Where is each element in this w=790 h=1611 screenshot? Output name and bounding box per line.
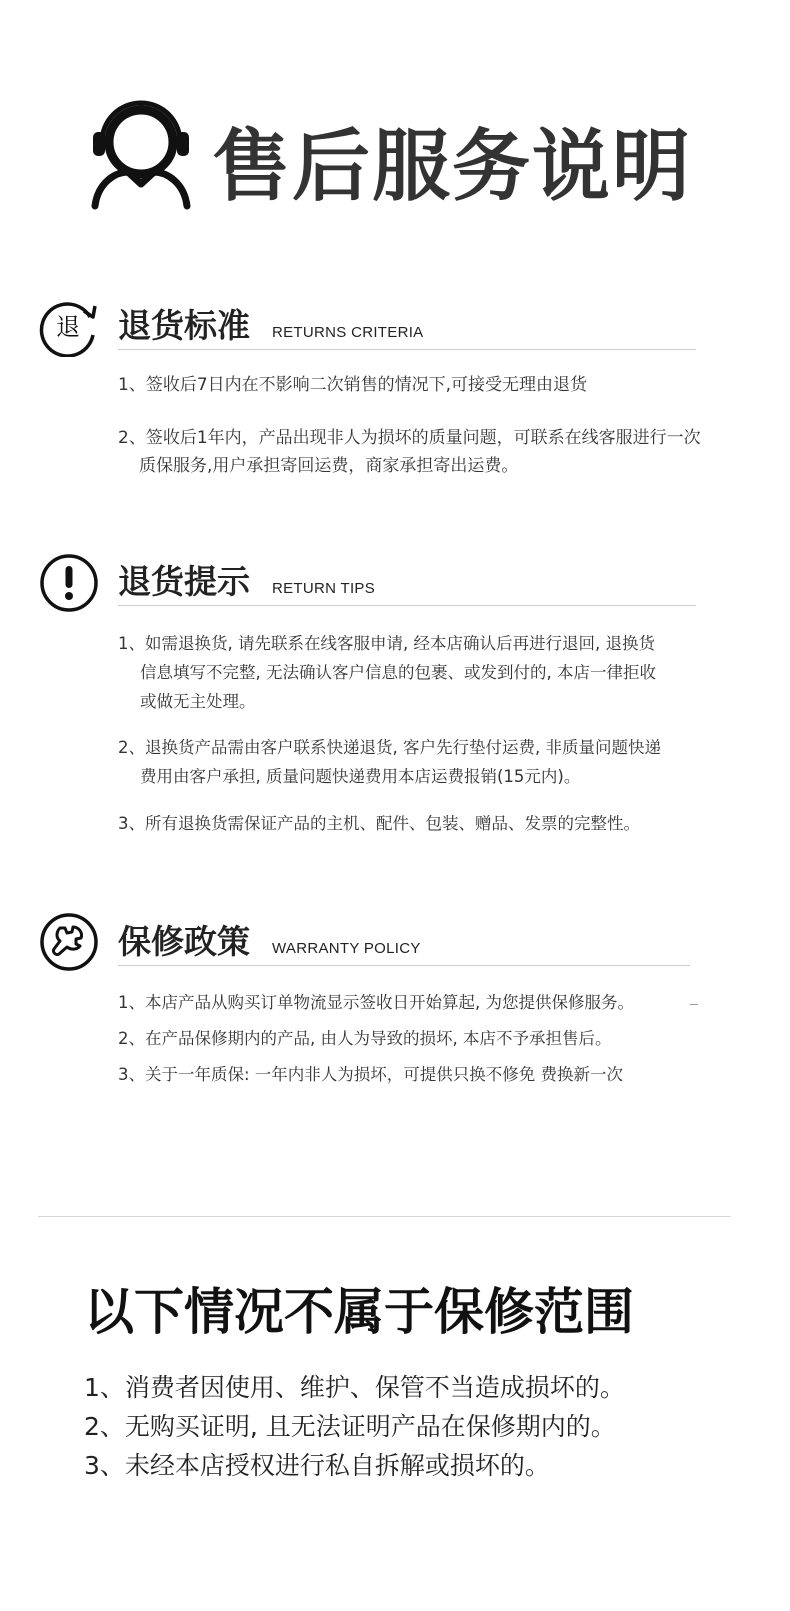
section-rule bbox=[118, 349, 696, 350]
section-divider bbox=[38, 1216, 731, 1217]
section-subtitle-return-tips: RETURN TIPS bbox=[272, 580, 376, 597]
return-tips-item-1-cont: 信息填写不完整, 无法确认客户信息的包裹、或发到付的, 本店一律拒收 bbox=[140, 663, 656, 682]
return-tips-item-1: 1、如需退换货, 请先联系在线客服申请, 经本店确认后再进行退回, 退换货 bbox=[118, 634, 655, 653]
headset-support-icon bbox=[88, 100, 194, 210]
exclusions-item-3: 3、未经本店授权进行私自拆解或损坏的。 bbox=[84, 1451, 550, 1480]
section-rule bbox=[118, 965, 690, 966]
returns-criteria-item-1: 1、签收后7日内在不影响二次销售的情况下,可接受无理由退货 bbox=[118, 375, 588, 395]
exclusions-title: 以下情况不属于保修范围 bbox=[84, 1283, 634, 1341]
exclusions-item-2: 2、无购买证明, 且无法证明产品在保修期内的。 bbox=[84, 1412, 616, 1441]
section-title-warranty-policy: 保修政策 bbox=[118, 922, 250, 961]
return-char: 退 bbox=[56, 313, 80, 341]
return-tips-item-2: 2、退换货产品需由客户联系快递退货, 客户先行垫付运费, 非质量问题快递 bbox=[118, 738, 661, 757]
section-subtitle-warranty-policy: WARRANTY POLICY bbox=[272, 940, 421, 957]
section-title-return-tips: 退货提示 bbox=[118, 562, 250, 601]
exclamation-icon bbox=[38, 552, 100, 614]
decorative-dash bbox=[690, 1004, 698, 1005]
returns-criteria-item-2-cont: 质保服务,用户承担寄回运费，商家承担寄出运费。 bbox=[139, 456, 519, 476]
return-tips-item-3: 3、所有退换货需保证产品的主机、配件、包装、赠品、发票的完整性。 bbox=[118, 814, 640, 833]
returns-criteria-item-2: 2、签收后1年内，产品出现非人为损坏的质量问题，可联系在线客服进行一次 bbox=[118, 428, 701, 448]
return-arrow-icon bbox=[38, 295, 100, 357]
section-title-returns-criteria: 退货标准 bbox=[118, 306, 250, 345]
page-title: 售后服务说明 bbox=[212, 122, 693, 212]
return-tips-item-2-cont: 费用由客户承担, 质量问题快递费用本店运费报销(15元内)。 bbox=[140, 767, 581, 786]
section-subtitle-returns-criteria: RETURNS CRITERIA bbox=[272, 324, 424, 341]
warranty-item-3: 3、关于一年质保: 一年内非人为损坏，可提供只换不修免 费换新一次 bbox=[118, 1065, 624, 1084]
exclusions-item-1: 1、消费者因使用、维护、保管不当造成损坏的。 bbox=[84, 1373, 625, 1402]
wrench-icon bbox=[38, 911, 100, 973]
return-tips-item-1-cont2: 或做无主处理。 bbox=[140, 692, 256, 711]
warranty-item-1: 1、本店产品从购买订单物流显示签收日开始算起, 为您提供保修服务。 bbox=[118, 993, 634, 1012]
section-rule bbox=[118, 605, 696, 606]
warranty-item-2: 2、在产品保修期内的产品, 由人为导致的损坏, 本店不予承担售后。 bbox=[118, 1029, 612, 1048]
